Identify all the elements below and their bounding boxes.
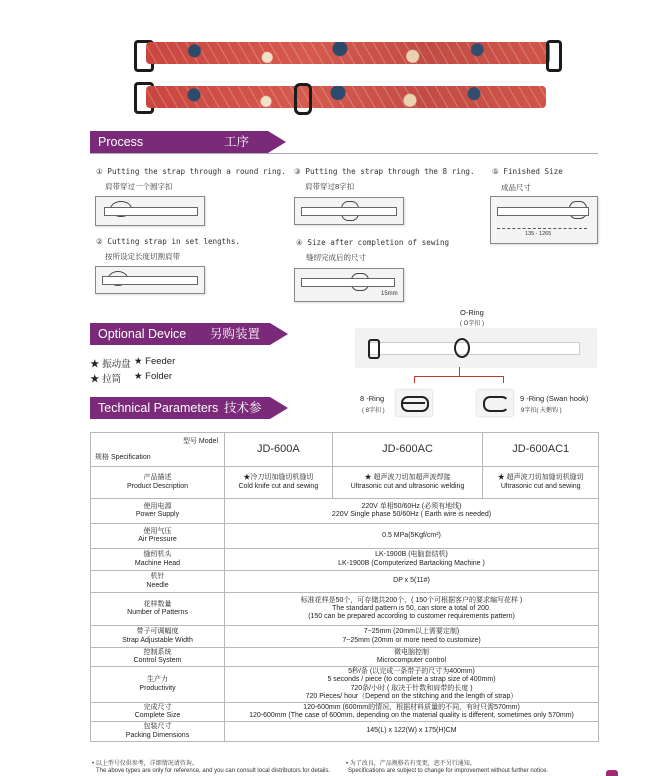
value-cell: 7~25mm (20mm以上需要定制) 7~25mm (20mm or more need to customize) [225, 626, 599, 648]
value-cell: 120-600mm (600mm的情况，根据材料质量的不同，有时只需570mm) 120-600mm (The case of 600mm, depending on the material quality is different, sometimes only 570mm) [225, 703, 599, 722]
table-row [91, 524, 599, 549]
row-label: 缝纫机头 Machine Head [91, 549, 225, 571]
table-row [91, 626, 599, 648]
o-ring-icon [454, 338, 470, 358]
table-row [91, 667, 599, 703]
desc-cell-3: ★ 超声波刀切加缝切机缝切 Ultrasonic cut and sewing [483, 467, 599, 499]
process-header [90, 131, 268, 153]
table-row [91, 467, 599, 499]
header-corner [91, 433, 225, 467]
strap-image [146, 86, 546, 108]
step-1-diagram [95, 196, 205, 226]
ring9-label: 9 -Ring (Swan hook) [520, 394, 589, 403]
footer-note-right: • 为了改良，产品规格若有变更，恕不另行通知。 Specifications are subject to change for improvement without further notice. [346, 761, 549, 774]
strap-band [301, 278, 395, 287]
table-row [91, 499, 599, 524]
step-3-zh: 肩带穿过8字扣 [305, 182, 355, 191]
table-row [91, 722, 599, 742]
step-4-diagram [294, 268, 404, 302]
table-header-row [91, 433, 599, 467]
value-cell: 145(L) x 122(W) x 175(H)CM [225, 722, 599, 742]
desc-cell-2: ★ 超声波刀切加超声波焊接 Ultrasonic cut and ultrasonic welding [332, 467, 483, 499]
value-cell: 标准花样是50个，可存储共200个，( 150个可根据客户的要求编写花样 ) The standard pattern is 50, can store a total of 200. (150 can be prepared according to customer requirements pattern) [225, 593, 599, 626]
technical-title-zh: 技术参数 [224, 401, 262, 437]
row-label: 使用气压 Air Pressure [91, 524, 225, 549]
step-1-text: ① Putting the strap through a round ring. [96, 167, 286, 176]
model-col-3: JD-600AC1 [483, 433, 599, 467]
white-strap [368, 342, 580, 355]
table-row [91, 648, 599, 667]
option-folder-en: ★ Folder [134, 371, 173, 382]
header-spec-label: 规格 Specification [95, 453, 151, 461]
step-5-text: ⑤ Finished Size [492, 167, 563, 176]
value-cell: 220V 单相50/60Hz (必须有地线) 220V Single phase 50/60Hz ( Earth wire is needed) [225, 499, 599, 524]
value-cell: 5秒/条 (以完成一条带子的尺寸为400mm) 5 seconds / piece (to complete a strap size of 400mm) 720条/小时 ( 取决于针数和肩带的长度 ) 720 Pieces/ hour（Depend on the stitching and the length of strap） [225, 667, 599, 703]
strap-band [102, 276, 198, 285]
row-label: 花样数量 Number of Patterns [91, 593, 225, 626]
process-title-zh: 工序 [224, 135, 250, 149]
table-row [91, 593, 599, 626]
optional-header [90, 323, 270, 345]
technical-title-en: Technical Parameters [98, 401, 219, 415]
step-1-zh: 肩带穿过一个圆字扣 [105, 182, 173, 191]
step-4-text: ④ Size after completion of sewing [296, 238, 450, 247]
value-cell: DP x 5(11#) [225, 571, 599, 593]
row-label: 机针 Needle [91, 571, 225, 593]
process-divider [90, 153, 598, 154]
ring8-photo [396, 390, 432, 416]
dimension-line [497, 228, 587, 229]
table-row [91, 571, 599, 593]
step-5-diagram [490, 196, 598, 244]
step-5-zh: 成品尺寸 [501, 183, 531, 192]
strap-image [146, 42, 550, 64]
technical-header [90, 397, 270, 437]
optional-title-en: Optional Device [98, 327, 187, 341]
ring9-photo [477, 390, 513, 416]
ring-photo-panel [356, 329, 596, 367]
footer-note-left: • 以上型号仅供参考，详细情况请咨询。 The above types are only for reference, and you can consult local distributors for details. [92, 761, 331, 774]
header-model-label: 型号 Model [182, 438, 218, 445]
optional-title-zh: 另购装置 [210, 327, 261, 341]
ring9-label-zh: 9字扣( 天鹅钩 ) [521, 408, 562, 414]
row-label: 包装尺寸 Packing Dimensions [91, 722, 225, 742]
model-col-2: JD-600AC [332, 433, 483, 467]
connector-tick [459, 367, 460, 376]
step-3-diagram [294, 197, 404, 225]
swan-hook-icon [483, 396, 509, 412]
step-2-text: ② Cutting strap in set lengths. [96, 237, 240, 246]
strap-band [104, 207, 198, 216]
step-4-zh: 缝纫完成后的尺寸 [306, 253, 366, 262]
option-folder-zh: ★ 拉筒 [90, 374, 122, 385]
row-label: 控制系统 Control System [91, 648, 225, 667]
row-label: 完成尺寸 Complete Size [91, 703, 225, 722]
footer-mark [606, 770, 618, 776]
swan-hook-icon [294, 83, 312, 115]
step-2-zh: 按所设定长度切割肩带 [105, 252, 180, 261]
ring8-label: 8 -Ring [360, 394, 385, 403]
eight-ring-icon [401, 396, 429, 412]
step-2-diagram [95, 266, 205, 294]
strap-buckle-right [546, 40, 562, 72]
model-col-1: JD-600A [225, 433, 333, 467]
table-row [91, 549, 599, 571]
desc-cell-1: ★冷刀切加缝切机缝切 Cold knife cut and sewing [225, 467, 333, 499]
ring8-label-zh: ( 8字扣 ) [362, 408, 385, 414]
option-feeder-zh: ★ 振动盘 [90, 359, 131, 370]
value-cell: LK-1900B (电脑套结机) LK-1900B (Computerized Bartacking Machine ) [225, 549, 599, 571]
row-label: 带子可调幅度 Strap Adjustable Width [91, 626, 225, 648]
o-ring-label: O-Ring [460, 308, 484, 317]
spec-table [90, 432, 599, 742]
o-ring-label-zh: ( O字扣 ) [460, 321, 484, 327]
option-feeder-en: ★ Feeder [134, 356, 176, 367]
dim-15mm: 15mm [381, 291, 398, 297]
row-label: 生产力 Productivity [91, 667, 225, 703]
strap-band [301, 207, 397, 216]
connector-line [414, 376, 504, 383]
eight-ring-icon [368, 339, 380, 359]
table-row [91, 703, 599, 722]
strap-band [497, 207, 589, 216]
eight-ring-bar [403, 402, 425, 404]
step-3-text: ③ Putting the strap through the 8 ring. [294, 167, 475, 176]
row-label: 产品描述 Product Description [91, 467, 225, 499]
process-title-en: Process [98, 135, 144, 149]
value-cell: 微电脑控制 Microcomputer control [225, 648, 599, 667]
dim-range: 135 - 1265 [525, 231, 552, 237]
row-label: 使用电源 Power Supply [91, 499, 225, 524]
value-cell: 0.5 MPa(5Kgf/cm²) [225, 524, 599, 549]
